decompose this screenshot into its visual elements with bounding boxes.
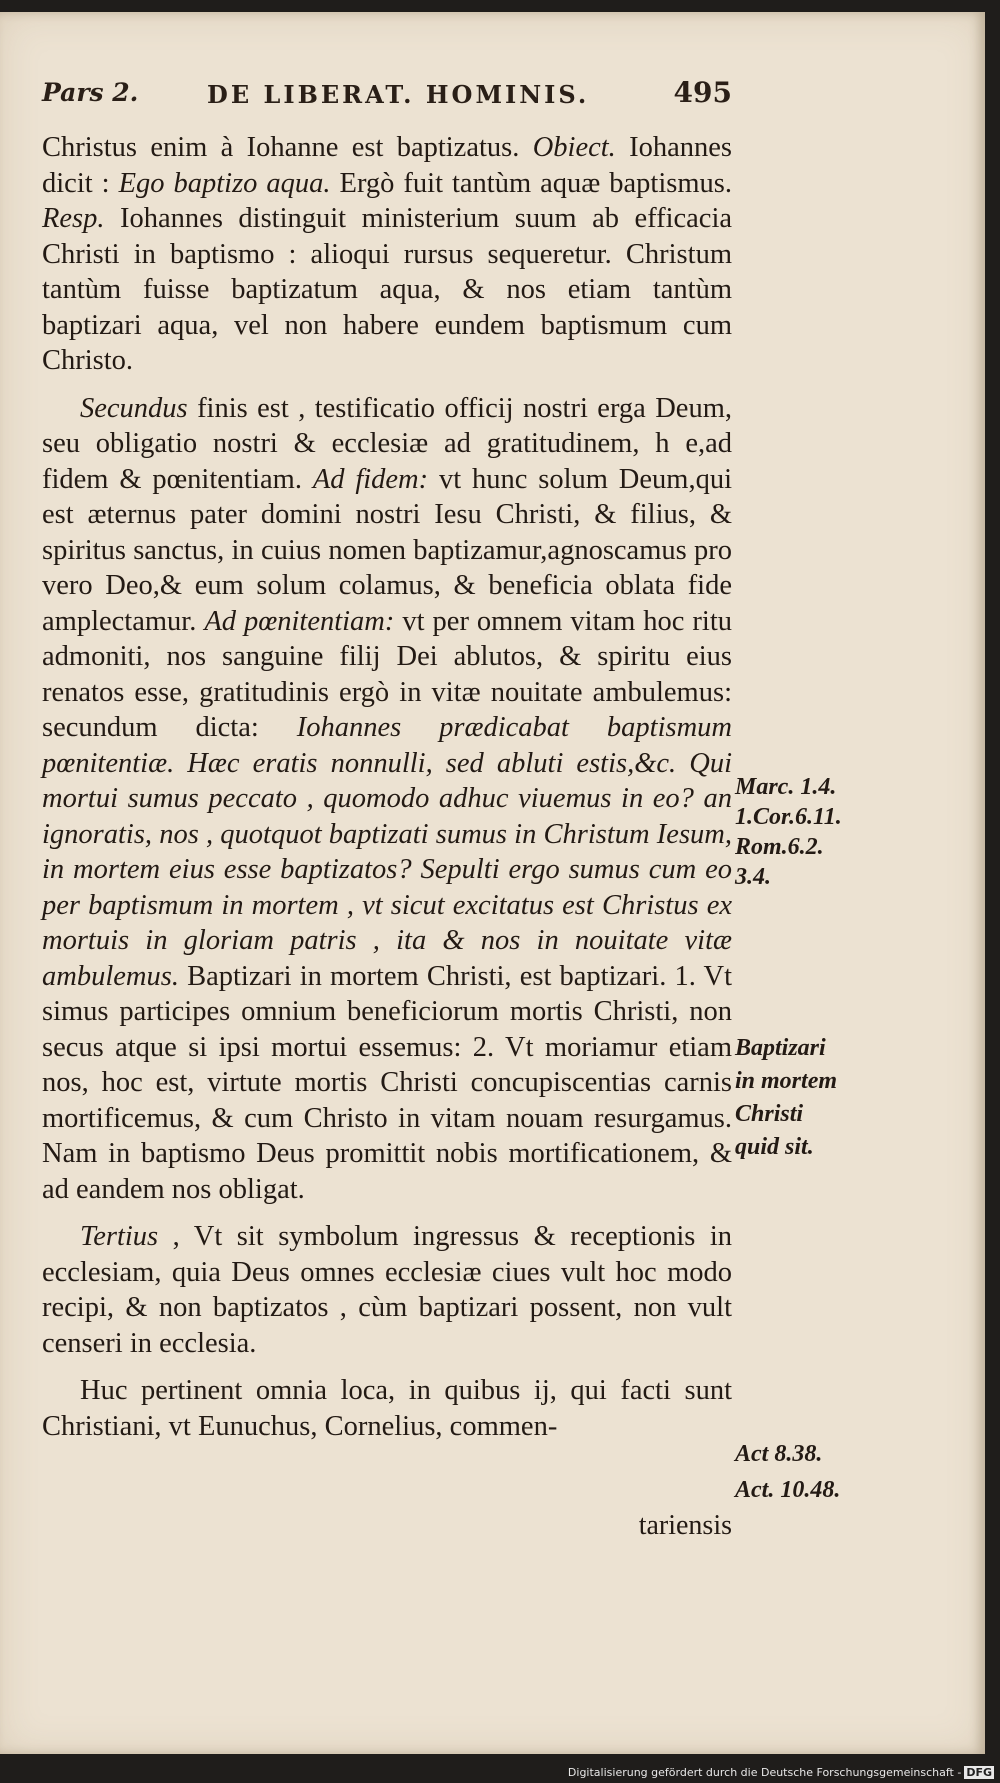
footer-text: Digitalisierung gefördert durch die Deutsche Forschungsgemeinschaft - bbox=[567, 1766, 962, 1779]
p2-lead-word: Secundus bbox=[80, 392, 188, 424]
margin-refs-2 bbox=[735, 1436, 875, 1508]
margin-ref-rom-verse: 3.4. bbox=[735, 864, 771, 890]
catchword: tariensis bbox=[638, 1510, 732, 1541]
p2-text-6: vt per omnem vitam hoc ritu admoniti, nos sanguine filij Dei ablutos, & spiritu eius renatos esse, gratitudinis ergò in vitæ nouitate ambulemus: secundum dicta: bbox=[42, 605, 733, 743]
margin-ref-cor: 1.Cor.6.11. bbox=[735, 804, 842, 830]
margin-note-3: Christi bbox=[735, 1101, 804, 1127]
p3-text-2: , Vt sit symbolum ingressus & receptionis in ecclesiam, quia Deus omnes ecclesiæ ciues vult hoc modo recipi, & non baptizatos , cùm baptizari possent, non vult censeri in ecclesia. bbox=[42, 1221, 732, 1359]
main-text bbox=[42, 130, 732, 1444]
margin-ref-marc: Marc. 1.4. bbox=[735, 774, 837, 800]
p1-quote: Ego baptizo aqua. bbox=[118, 167, 331, 199]
p4-text-1: Huc pertinent omnia loca, in quibus ij, qui facti sunt Christiani, vt Eunuchus, Cornelius, commen- bbox=[42, 1375, 732, 1442]
running-header bbox=[42, 74, 732, 110]
p1-text-3: Iohannes dicit : bbox=[42, 132, 733, 199]
margin-ref-act-10: Act. 10.48. bbox=[735, 1477, 841, 1503]
header-part: Pars 2. bbox=[42, 78, 139, 107]
p1-text-1: Christus enim à Iohanne est baptizatus. bbox=[42, 132, 520, 163]
margin-note-1: Baptizari bbox=[735, 1035, 826, 1061]
margin-note-2: in mortem bbox=[735, 1068, 838, 1094]
margin-note bbox=[735, 1032, 875, 1164]
margin-ref-rom: Rom.6.2. bbox=[735, 834, 824, 860]
digitization-footer bbox=[568, 1766, 994, 1779]
p1-response-label: Resp. bbox=[42, 203, 105, 234]
p2-text-2: finis est , testificatio officij nostri erga Deum, seu obligatio nostri & ecclesiæ ad gratitudinem, h e,ad fidem & pœnitentiam. bbox=[42, 392, 733, 495]
paragraph-4 bbox=[42, 1373, 732, 1444]
p2-text-4: vt hunc solum Deum,qui est æternus pater domini nostri Iesu Christi, & filius, & spiritus sanctus, in cuius nomen baptizamur,agnoscamus pro vero Deo,& eum solum colamus, & beneficia oblata fide amplectamur. bbox=[42, 463, 732, 637]
p1-text-7: Iohannes distinguit ministerium suum ab efficacia Christi in baptismo : alioqui rursus sequeretur. Christum tantùm fuisse baptizatum aqua, & nos etiam tantùm baptizari aqua, vel non habere eundem baptismum cum Christo. bbox=[42, 203, 733, 376]
margin-ref-act-8: Act 8.38. bbox=[735, 1441, 823, 1467]
p2-text-8: Baptizari in mortem Christi, est baptizari. 1. Vt simus participes omnium beneficiorum mortis Christi, non secus atque si ipsi mortui essemus: 2. Vt moriamur etiam nos, hoc est, virtute mortis Christi concupiscentias carnis mortificemus, & cum Christo in vitam nouam resurgamus. Nam in baptismo Deus promittit nobis mortificationem, & ad eandem nos obligat. bbox=[42, 960, 733, 1205]
p3-lead-word: Tertius bbox=[80, 1221, 159, 1252]
p2-scripture-quote: Iohannes prædicabat baptismum pœnitentiæ. Hæc eratis nonnulli, sed abluti estis,&c. Qui mortui sumus peccato , quomodo adhuc viuemus in eo? an ignoratis, nos , quotquot baptizati sumus in Christum Iesum, in mortem eius esse baptizatos? Sepulti ergo sumus cum eo per baptismum in mortem , vt sicut excitatus est Christus ex mortuis in gloriam patris , ita & nos in nouitate vitæ ambulemus. bbox=[42, 712, 732, 992]
paragraph-2 bbox=[42, 391, 732, 1208]
p2-ad-fidem: Ad fidem: bbox=[312, 463, 429, 495]
page-number: 495 bbox=[673, 76, 732, 109]
paragraph-1 bbox=[42, 130, 732, 379]
margin-note-4: quid sit. bbox=[735, 1134, 814, 1160]
dfg-logo: DFG bbox=[966, 1766, 992, 1779]
paragraph-3 bbox=[42, 1219, 732, 1361]
header-title: DE LIBERAT. HOMINIS. bbox=[207, 80, 590, 109]
p1-objection-label: Obiect. bbox=[532, 132, 616, 163]
book-page bbox=[0, 12, 985, 1754]
p2-ad-poenitentiam: Ad pœnitentiam: bbox=[204, 605, 395, 637]
p1-text-5: Ergò fuit tantùm aquæ baptismus. bbox=[339, 167, 732, 199]
margin-refs-1 bbox=[735, 772, 875, 892]
